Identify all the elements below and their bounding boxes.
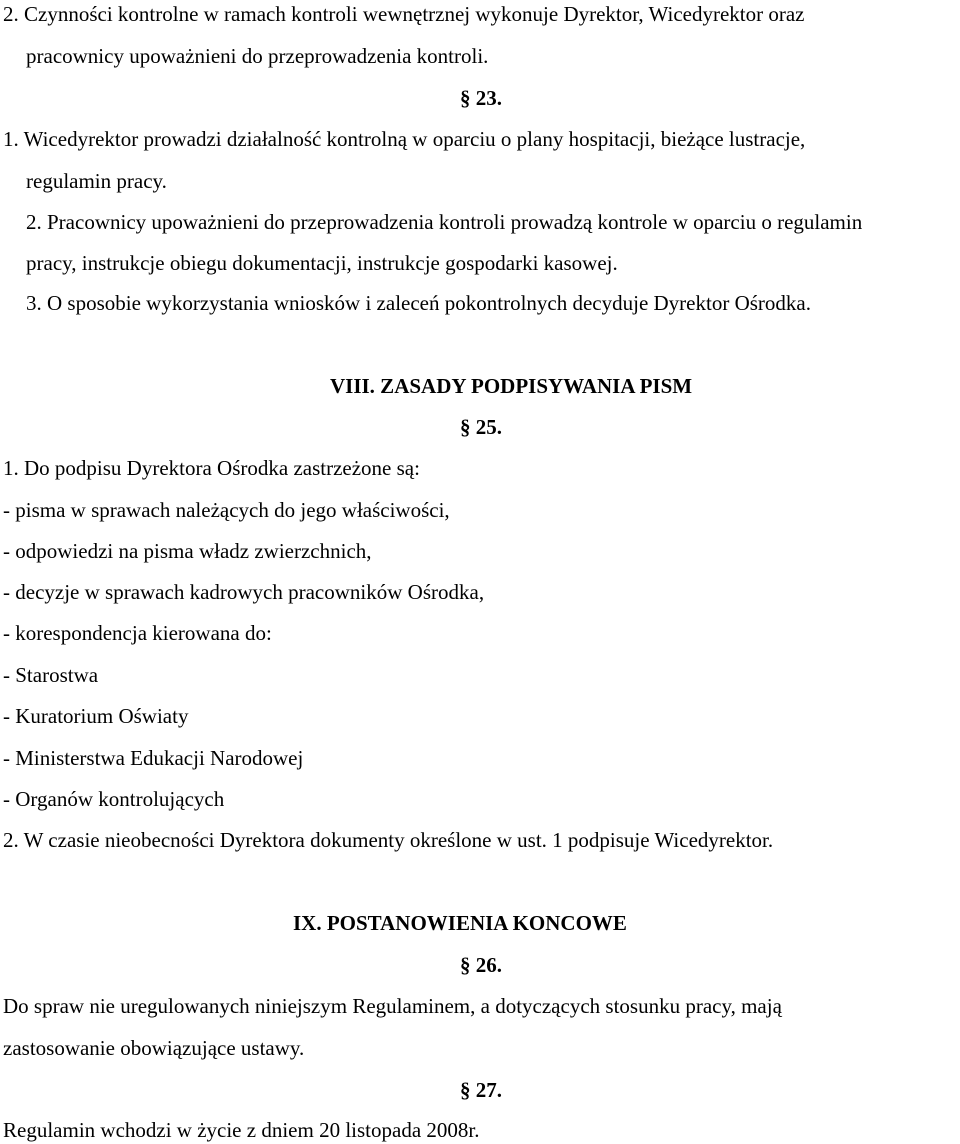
s25-list-item: - Kuratorium Oświaty xyxy=(3,704,189,728)
s22-item2-line1: 2. Czynności kontrolne w ramach kontroli wewnętrznej wykonuje Dyrektor, Wicedyrektor oraz xyxy=(3,2,805,26)
s25-item1-intro: 1. Do podpisu Dyrektora Ośrodka zastrzeżone są: xyxy=(3,456,420,480)
s27-heading: § 27. xyxy=(460,1078,502,1102)
s25-list-item: - odpowiedzi na pisma władz zwierzchnich, xyxy=(3,539,372,563)
s23-item1-line1: 1. Wicedyrektor prowadzi działalność kontrolną w oparciu o plany hospitacji, bieżące lustracje, xyxy=(3,127,806,151)
s23-item2-line2: pracy, instrukcje obiegu dokumentacji, instrukcje gospodarki kasowej. xyxy=(26,251,618,275)
s22-item2-line2: pracownicy upoważnieni do przeprowadzenia kontroli. xyxy=(26,44,489,68)
s25-item2: 2. W czasie nieobecności Dyrektora dokumenty określone w ust. 1 podpisuje Wicedyrektor. xyxy=(3,828,774,852)
s25-list-item: - Starostwa xyxy=(3,663,99,687)
s25-list-item: - Organów kontrolujących xyxy=(3,787,225,811)
s23-item1-line2: regulamin pracy. xyxy=(26,169,167,193)
chapter-9-title: IX. POSTANOWIENIA KONCOWE xyxy=(293,911,627,935)
s23-heading: § 23. xyxy=(460,86,502,110)
s26-line2: zastosowanie obowiązujące ustawy. xyxy=(3,1036,305,1060)
s25-list-item: - pisma w sprawach należących do jego właściwości, xyxy=(3,498,450,522)
s27-line1: Regulamin wchodzi w życie z dniem 20 listopada 2008r. xyxy=(3,1118,480,1142)
s26-line1: Do spraw nie uregulowanych niniejszym Regulaminem, a dotyczących stosunku pracy, mają xyxy=(3,994,782,1018)
s25-heading: § 25. xyxy=(460,415,502,439)
s25-list-item: - decyzje w sprawach kadrowych pracowników Ośrodka, xyxy=(3,580,485,604)
s25-list-item: - Ministerstwa Edukacji Narodowej xyxy=(3,746,304,770)
s26-heading: § 26. xyxy=(460,953,502,977)
s23-item3: 3. O sposobie wykorzystania wniosków i zaleceń pokontrolnych decyduje Dyrektor Ośrodka. xyxy=(26,291,811,315)
s25-list-item: - korespondencja kierowana do: xyxy=(3,621,272,645)
chapter-8-title: VIII. ZASADY PODPISYWANIA PISM xyxy=(330,374,693,398)
s23-item2-line1: 2. Pracownicy upoważnieni do przeprowadzenia kontroli prowadzą kontrole w oparciu o regulamin xyxy=(26,210,863,234)
